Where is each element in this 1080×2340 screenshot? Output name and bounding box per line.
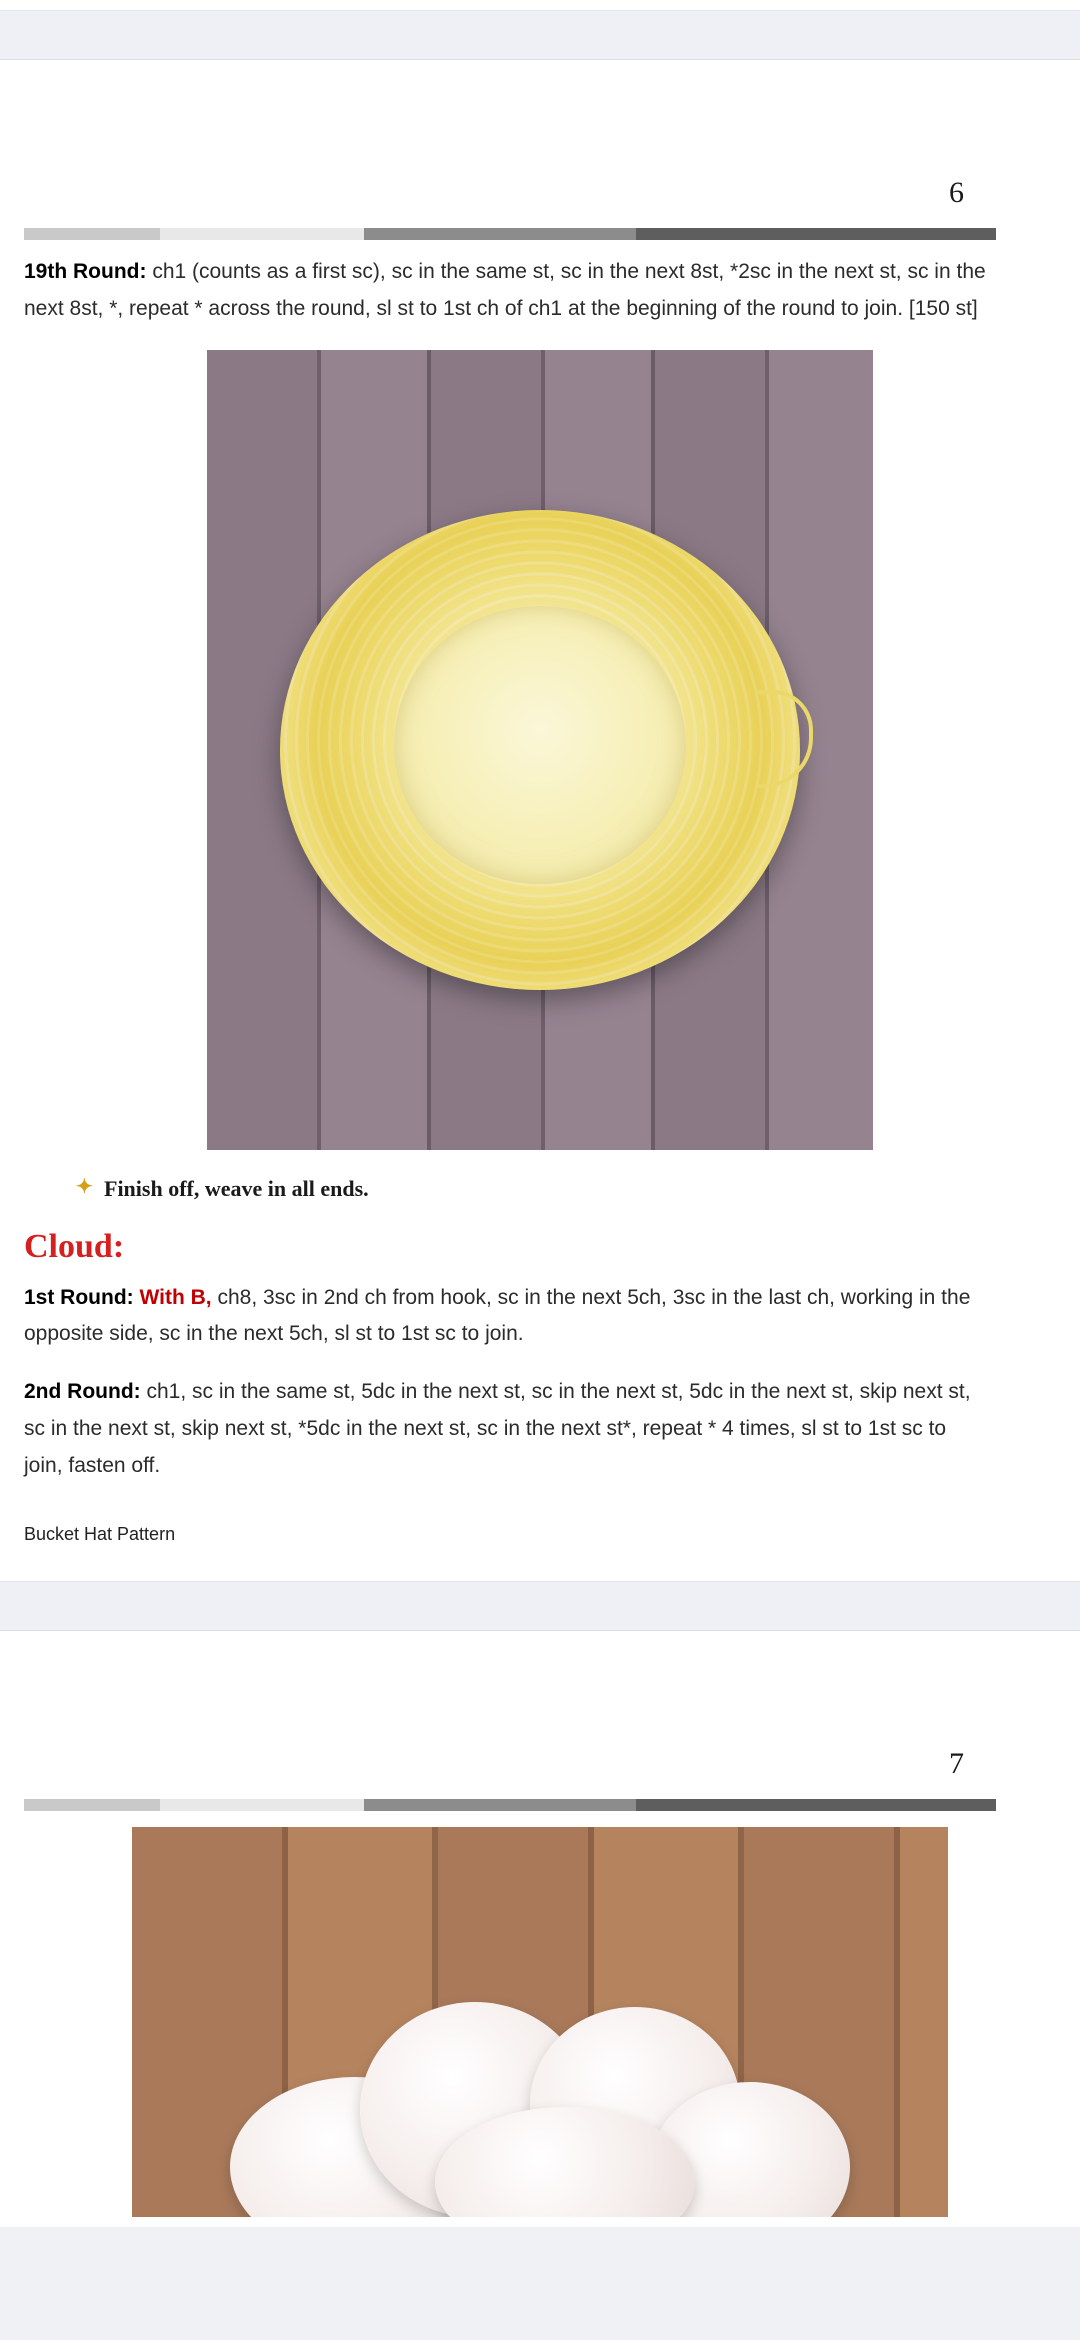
- round-1-text: ch8, 3sc in 2nd ch from hook, sc in the next 5ch, 3sc in the last ch, working in the opposite side, sc in the next 5ch, sl st to 1st sc to join.: [24, 1285, 971, 1346]
- cloud-photo: [132, 1827, 948, 2217]
- document-page-7: [0, 1631, 1080, 2227]
- round-2-paragraph: [24, 1374, 1056, 1484]
- rule-segment-2: [160, 228, 364, 240]
- page-bottom-padding: [24, 2217, 1056, 2227]
- hat-photo: [207, 350, 873, 1150]
- page-gap-top: [0, 10, 1080, 60]
- crochet-cloud-illustration: [230, 1957, 850, 2217]
- star-bullet-icon: [76, 1180, 94, 1198]
- rule-segment-1: [24, 1799, 160, 1811]
- round-19-text: ch1 (counts as a first sc), sc in the same st, sc in the next 8st, *2sc in the next st, sc in the next 8st, *, repeat * across the round, sl st to 1st ch of ch1 at the beginning of the round to join. [150 st]: [24, 260, 986, 320]
- round-19-paragraph: [24, 254, 1056, 328]
- page-number: 6: [949, 176, 964, 209]
- rule-segment-3: [364, 228, 636, 240]
- rule-segment-2: [160, 1799, 364, 1811]
- viewer-top-strip: [0, 0, 1080, 10]
- decorative-rule-7: [24, 1799, 996, 1811]
- round-1-paragraph: [24, 1280, 1056, 1354]
- round-2-text: ch1, sc in the same st, 5dc in the next st, sc in the next st, 5dc in the next st, skip next st, sc in the next st, skip next st, *5dc in the next st, sc in the next st*, repeat * 4 times, sl st to 1st sc to join, fasten off.: [24, 1380, 971, 1477]
- rule-segment-1: [24, 228, 160, 240]
- finish-note-text: Finish off, weave in all ends.: [104, 1175, 369, 1201]
- hat-stitch-rings: [280, 510, 800, 990]
- page-footer: Bucket Hat Pattern: [24, 1524, 176, 1545]
- finish-note: [76, 1176, 1056, 1202]
- round-19-label: 19th Round:: [24, 260, 147, 283]
- round-1-emphasis: With B,: [139, 1285, 212, 1309]
- document-page-6: [0, 60, 1080, 1581]
- round-2-label: 2nd Round:: [24, 1380, 141, 1403]
- round-1-label: 1st Round:: [24, 1285, 134, 1309]
- decorative-rule: [24, 228, 996, 240]
- rule-segment-4: [636, 228, 996, 240]
- rule-segment-4: [636, 1799, 996, 1811]
- rule-segment-3: [364, 1799, 636, 1811]
- crochet-hat-illustration: [280, 510, 800, 990]
- section-heading-cloud: Cloud:: [24, 1227, 125, 1265]
- page-gap-bottom: [0, 1581, 1080, 1631]
- page-number-7: 7: [949, 1747, 964, 1781]
